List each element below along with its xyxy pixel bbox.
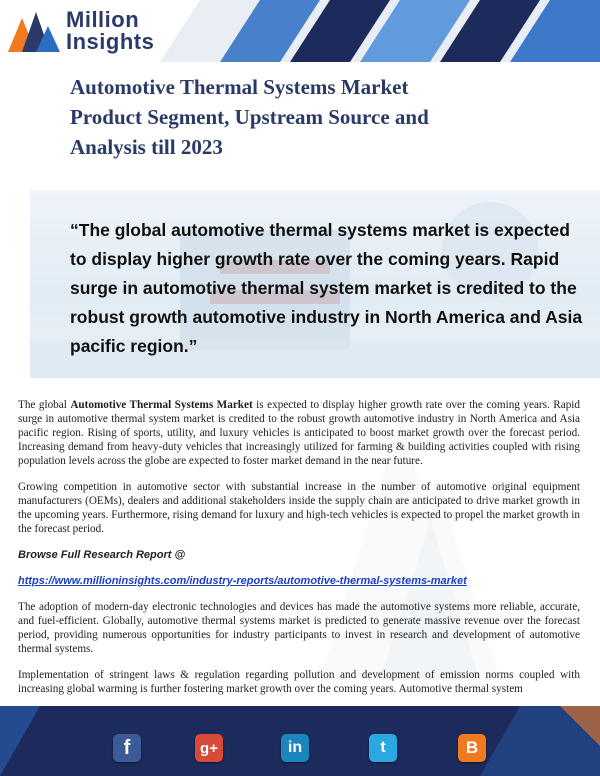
- logo-wordmark: [66, 9, 154, 53]
- paragraph-1: [18, 398, 580, 468]
- million-insights-logo: [6, 8, 154, 54]
- highlight-quote: “The global automotive thermal systems market is expected to display higher growth rate over the coming years. Rapid surge in automotive thermal system market is credited to the robust growth automotive industry in North America and Asia pacific region.”: [70, 220, 583, 356]
- header-stripes-decoration: [140, 0, 600, 62]
- market-name-bold: Automotive Thermal Systems Market: [70, 399, 253, 411]
- paragraph-1-lead: The global: [18, 399, 71, 411]
- paragraph-4: Implementation of stringent laws & regulation regarding pollution and development of emission norms coupled with increasing global warming is further fostering market growth over the coming years. Automotive thermal system: [18, 669, 580, 695]
- title-line-3: Analysis till 2023: [70, 135, 223, 159]
- report-link-paragraph: [18, 574, 580, 588]
- paragraph-1-rest: is expected to display higher growth rate over the coming years. Rapid surge in automotive thermal system market is credited to the robust growth automotive industry in North America and Asia pacific region. Rising of sports, utility, and luxury vehicles is anticipated to boost market growth over the forecast period. Increasing demand from heavy-duty vehicles that increasingly utilized for farming & building activities coupled with rising population levels across the globe are expected to foster market demand in the near future.: [18, 399, 580, 467]
- browse-label: Browse Full Research Report @: [18, 549, 186, 561]
- logo-line-2: Insights: [66, 29, 155, 54]
- page-title: [70, 72, 570, 162]
- twitter-icon[interactable]: t: [369, 734, 397, 762]
- page-footer: [0, 706, 600, 776]
- paragraph-3: The adoption of modern-day electronic technologies and devices has made the automotive systems more reliable, accurate, and fuel-efficient. Globally, automotive thermal systems market is predicted to generate massive revenue over the forecast period, providing numerous opportunities for industry participants to invest in research and development of automotive thermal systems.: [18, 601, 580, 655]
- google-plus-icon[interactable]: g+: [195, 734, 223, 762]
- paragraph-2: Growing competition in automotive sector with substantial increase in the number of automotive original equipment manufacturers (OEMs), dealers and additional stakeholders inside the supply chain are anticipated to drive market growth in the upcoming years. Furthermore, rising demand for luxury and high-tech vehicles is expected to propel the market growth in the forecast period.: [18, 481, 580, 535]
- page-header: [0, 0, 600, 62]
- report-link[interactable]: https://www.millioninsights.com/industry-reports/automotive-thermal-systems-market: [18, 575, 467, 587]
- title-line-1: Automotive Thermal Systems Market: [70, 75, 409, 99]
- linkedin-icon[interactable]: in: [281, 734, 309, 762]
- quote-banner: [30, 190, 600, 378]
- blogger-icon[interactable]: B: [458, 734, 486, 762]
- logo-mark-icon: [6, 8, 60, 54]
- article-body: [18, 398, 580, 708]
- facebook-icon[interactable]: f: [113, 734, 141, 762]
- logo-line-1: Million: [66, 7, 140, 32]
- title-line-2: Product Segment, Upstream Source and: [70, 105, 429, 129]
